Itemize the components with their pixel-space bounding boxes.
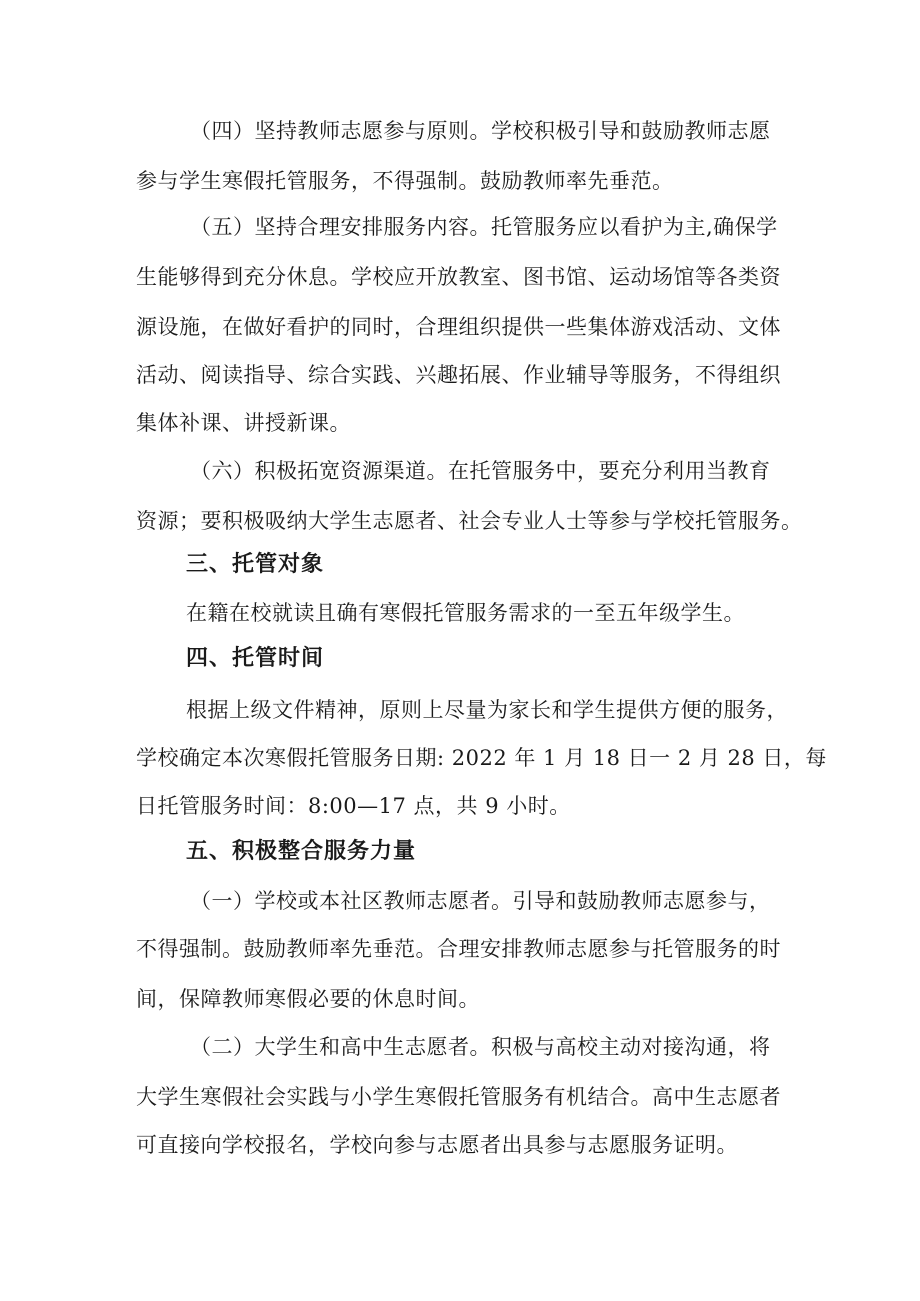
paragraph-6-line-2: 资源；要积极吸纳大学生志愿者、社会专业人士等参与学校托管服务。	[136, 509, 803, 533]
paragraph-6-line-1: （六）积极拓宽资源渠道。在托管服务中，要充分利用当教育	[190, 459, 771, 483]
section-5-sub2-line-1: （二）大学生和高中生志愿者。积极与高校主动对接沟通，将	[190, 1035, 771, 1059]
section-4-line-1: 根据上级文件精神，原则上尽量为家长和学生提供方便的服务，	[186, 698, 788, 722]
paragraph-5-line-5: 集体补课、讲授新课。	[136, 411, 351, 435]
section-5-sub1-line-3: 间，保障教师寒假必要的休息时间。	[136, 987, 480, 1011]
paragraph-4-line-2: 参与学生寒假托管服务，不得强制。鼓励教师率先垂范。	[136, 169, 674, 193]
section-5-sub2-line-3: 可直接向学校报名，学校向参与志愿者出具参与志愿服务证明。	[136, 1133, 738, 1157]
section-5-heading: 五、积极整合服务力量	[186, 839, 417, 864]
section-5-sub2-line-2: 大学生寒假社会实践与小学生寒假托管服务有机结合。高中生志愿者	[136, 1085, 781, 1109]
section-4-heading: 四、托管时间	[186, 646, 325, 671]
section-5-sub1-line-1: （一）学校或本社区教师志愿者。引导和鼓励教师志愿参与，	[190, 889, 771, 913]
paragraph-5-line-1: （五）坚持合理安排服务内容。托管服务应以看护为主,确保学	[190, 215, 778, 239]
paragraph-4-line-1: （四）坚持教师志愿参与原则。学校积极引导和鼓励教师志愿	[190, 119, 771, 143]
section-3-heading: 三、托管对象	[186, 552, 325, 577]
section-5-sub1-line-2: 不得强制。鼓励教师率先垂范。合理安排教师志愿参与托管服务的时	[136, 937, 781, 961]
section-3-line-1: 在籍在校就读且确有寒假托管服务需求的一至五年级学生。	[186, 601, 745, 625]
paragraph-5-line-2: 生能够得到充分休息。学校应开放教室、图书馆、运动场馆等各类资	[136, 265, 781, 289]
section-4-line-2: 学校确定本次寒假托管服务日期: 2022 年 1 月 18 日一 2 月 28 日，每	[136, 746, 827, 770]
paragraph-5-line-3: 源设施，在做好看护的同时，合理组织提供一些集体游戏活动、文体	[136, 315, 781, 339]
paragraph-5-line-4: 活动、阅读指导、综合实践、兴趣拓展、作业辅导等服务，不得组织	[136, 363, 781, 387]
section-4-line-3: 日托管服务时间：8:00—17 点，共 9 小时。	[136, 794, 571, 818]
